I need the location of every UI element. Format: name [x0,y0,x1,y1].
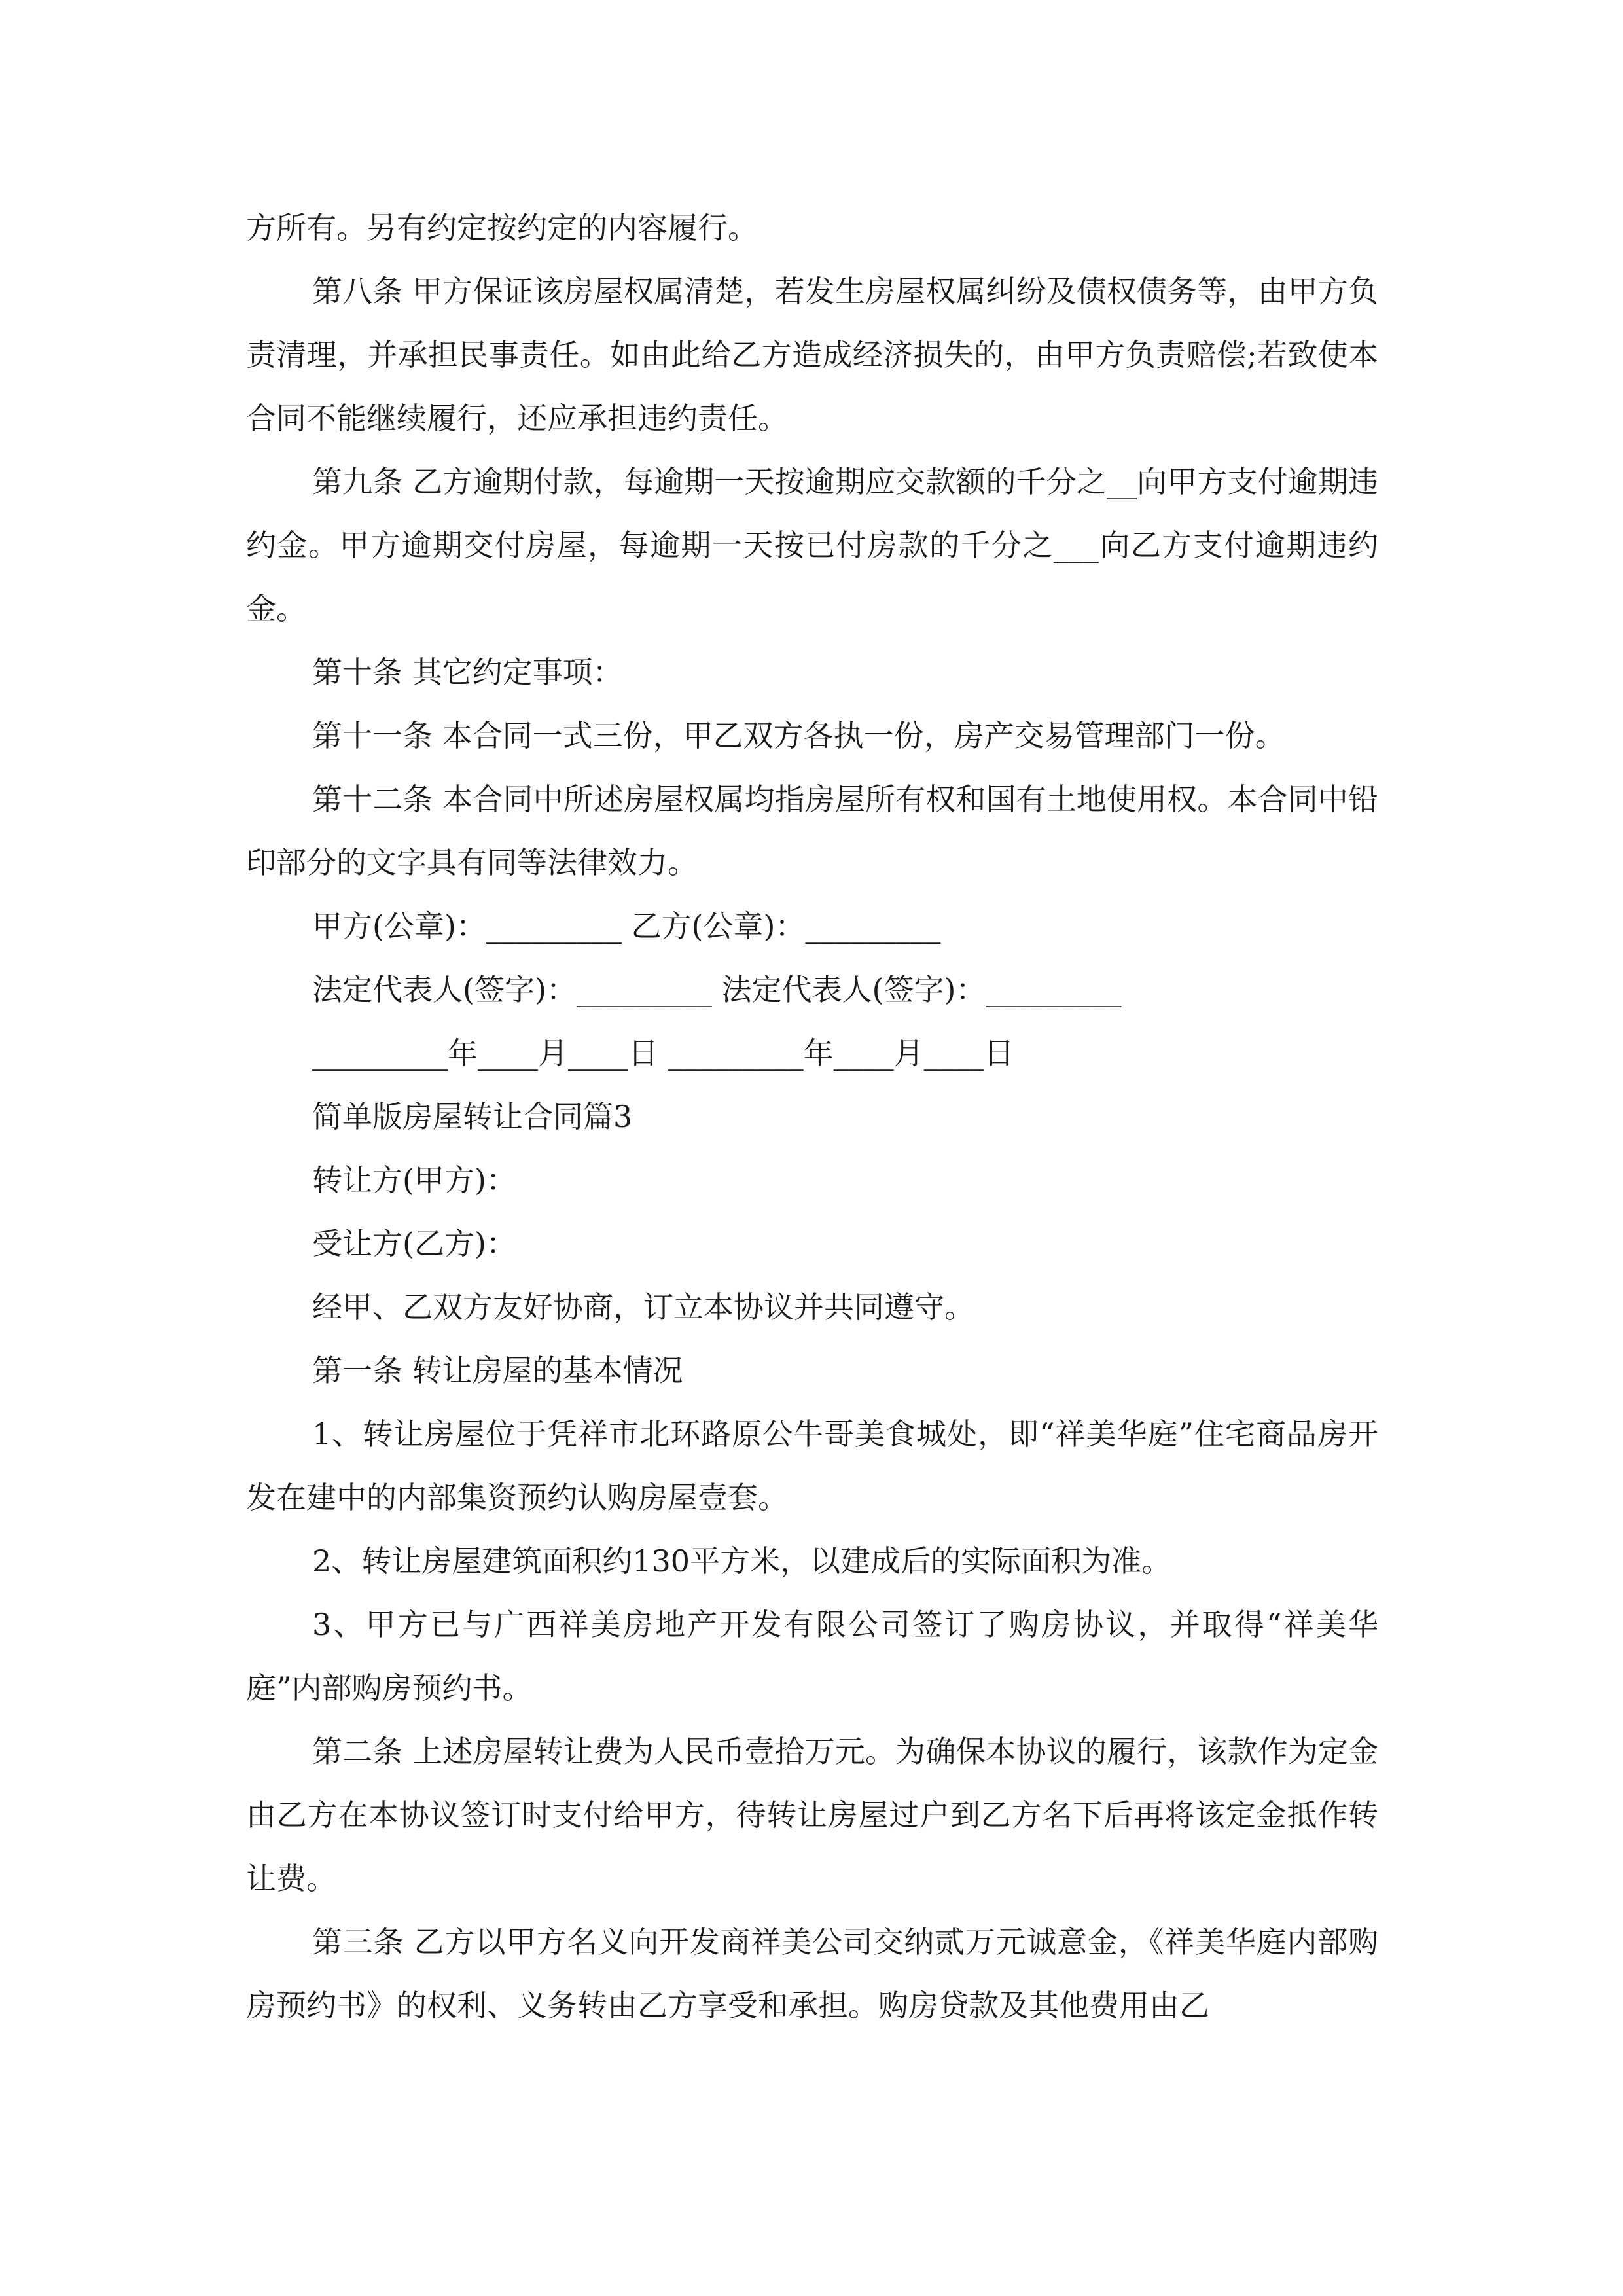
paragraph-item-3: 3、甲方已与广西祥美房地产开发有限公司签订了购房协议，并取得“祥美华庭”内部购房预约书。 [246,1607,1378,1706]
paragraph-article-8: 第八条 甲方保证该房屋权属清楚，若发生房屋权属纠纷及债权债务等，由甲方负责清理，并承担民事责任。如由此给乙方造成经济损失的，由甲方负责赔偿;若致使本合同不能继续履行，还应承担违约责任。 [246,274,1378,436]
paragraph-article-1: 第一条 转让房屋的基本情况 [312,1353,683,1388]
party-transferor: 转让方(甲方)： [312,1162,516,1198]
party-transferee: 受让方(乙方)： [312,1226,516,1261]
paragraph-preamble: 经甲、乙双方友好协商，订立本协议并共同遵守。 [312,1289,974,1325]
paragraph-item-2: 2、转让房屋建筑面积约130平方米，以建成后的实际面积为准。 [312,1543,1172,1579]
signature-line-date: _________年____月____日 _________年____月____日 [312,1035,1014,1071]
paragraph-article-3: 第三条 乙方以甲方名义向开发商祥美公司交纳贰万元诚意金，《祥美华庭内部购房预约书》的权利、义务转由乙方享受和承担。购房贷款及其他费用由乙 [246,1924,1378,2023]
paragraph-article-2: 第二条 上述房屋转让费为人民币壹拾万元。为确保本协议的履行，该款作为定金由乙方在本协议签订时支付给甲方，待转让房屋过户到乙方名下后再将该定金抵作转让费。 [246,1734,1378,1896]
paragraph-article-9: 第九条 乙方逾期付款，每逾期一天按逾期应交款额的千分之__向甲方支付逾期违约金。甲方逾期交付房屋，每逾期一天按已付房款的千分之___向乙方支付逾期违约金。 [246,464,1378,626]
paragraph-continuation: 方所有。另有约定按约定的内容履行。 [246,210,758,245]
section-heading: 简单版房屋转让合同篇3 [312,1099,633,1134]
document-body [246,196,1378,2037]
paragraph-item-1: 1、转让房屋位于凭祥市北环路原公牛哥美食城处，即“祥美华庭”住宅商品房开发在建中的内部集资预约认购房屋壹套。 [246,1416,1378,1515]
signature-line-seal: 甲方(公章)：_________ 乙方(公章)：_________ [312,908,941,944]
paragraph-article-10: 第十条 其它约定事项： [312,655,623,690]
paragraph-article-12: 第十二条 本合同中所述房屋权属均指房屋所有权和国有土地使用权。本合同中铅印部分的文字具有同等法律效力。 [246,781,1378,880]
paragraph-article-11: 第十一条 本合同一式三份，甲乙双方各执一份，房产交易管理部门一份。 [312,718,1285,753]
signature-line-representative: 法定代表人(签字)：_________ 法定代表人(签字)：_________ [312,972,1122,1007]
